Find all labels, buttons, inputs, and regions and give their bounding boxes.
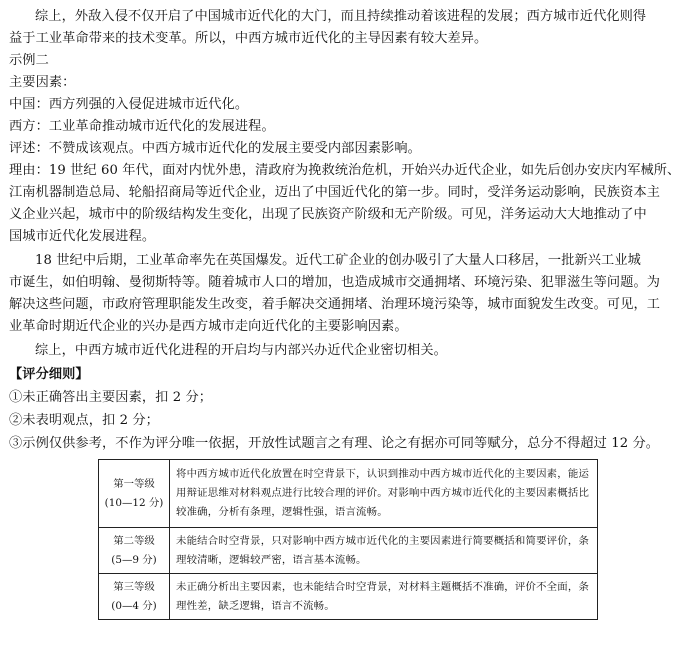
grade-description: 未正确分析出主要因素，也未能结合时空背景，对材料主题概括不准确，评价不全面，条理性差，缺乏逻辑，语言不流畅。 [170,574,598,620]
conclusion-line-1: 综上，外敌入侵不仅开启了中国城市近代化的大门，而且持续推动着该进程的发展；西方城市近代化则得 [35,9,647,24]
main-factors-label: 主要因素： [9,75,76,90]
west-factor-line: 西方：工业革命推动城市近代化的发展进程。 [9,119,275,134]
grade-score-range: (5—9 分) [111,553,157,566]
grade-description: 未能结合时空背景，只对影响中西方城市近代化的主要因素进行简要概括和简要评价，条理较清晰，逻辑较严密，语言基本流畅。 [170,528,598,574]
china-factor-line: 中国：西方列强的入侵促进城市近代化。 [9,97,249,112]
scoring-rule-3: ③示例仅供参考，不作为评分唯一依据，开放性试题言之有理、论之有据亦可同等赋分，总分不得超过 12 分。 [9,436,660,451]
grade-score-range: (10—12 分) [104,496,164,509]
grade-description: 将中西方城市近代化放置在时空背景下，认识到推动中西方城市近代化的主要因素，能运用辩证思维对材料观点进行比较合理的评价。对影响中西方城市近代化的主要因素概括比较准确，分析有条理，逻辑性强，语言流畅。 [170,460,598,528]
grade-level-cell [99,528,170,574]
grade-level-name: 第三等级 [113,580,155,593]
table-row [99,574,598,620]
comment-line: 评述：不赞成该观点。中西方城市近代化的发展主要受内部因素影响。 [9,141,421,156]
table-row [99,528,598,574]
west-paragraph-line-4: 业革命时期近代企业的兴办是西方城市走向近代化的主要影响因素。 [9,319,408,334]
grade-level-cell [99,574,170,620]
scoring-rule-2: ②未表明观点，扣 2 分； [9,413,159,428]
grade-level-name: 第一等级 [113,477,155,490]
scoring-rules-heading: 【评分细则】 [9,367,89,382]
table-row [99,460,598,528]
grade-level-cell [99,460,170,528]
reason-line-1: 理由：19 世纪 60 年代，面对内忧外患，清政府为挽救统治危机，开始兴办近代企业，如先后创办安庆内军械所、 [9,163,681,178]
reason-line-2: 江南机器制造总局、轮船招商局等近代企业，迈出了中国近代化的第一步。同时，受洋务运动影响，民族资本主 [9,185,661,200]
scoring-rule-1: ①未正确答出主要因素，扣 2 分； [9,390,213,405]
conclusion-line-2: 益于工业革命带来的技术变革。所以，中西方城市近代化的主导因素有较大差异。 [9,31,488,46]
grade-level-name: 第二等级 [113,534,155,547]
west-paragraph-line-3: 解决这些问题，市政府管理职能发生改变，着手解决交通拥堵、治理环境污染等，城市面貌发生改变。可见，工 [9,297,661,312]
grade-score-range: (0—4 分) [111,599,157,612]
reason-line-3: 义企业兴起，城市中的阶级结构发生变化，出现了民族资产阶级和无产阶级。可见，洋务运动大大地推动了中 [9,207,647,222]
reason-line-4: 国城市近代化发展进程。 [9,229,156,244]
example-two-heading: 示例二 [9,53,49,68]
west-paragraph-line-1: 18 世纪中后期，工业革命率先在英国爆发。近代工矿企业的创办吸引了大量人口移居，一批新兴工业城 [35,253,641,268]
west-paragraph-line-2: 市诞生，如伯明翰、曼彻斯特等。随着城市人口的增加，也造成城市交通拥堵、环境污染、犯罪滋生等问题。为 [9,275,661,290]
summary-line: 综上，中西方城市近代化进程的开启均与内部兴办近代企业密切相关。 [35,343,447,358]
grading-table [98,459,598,620]
